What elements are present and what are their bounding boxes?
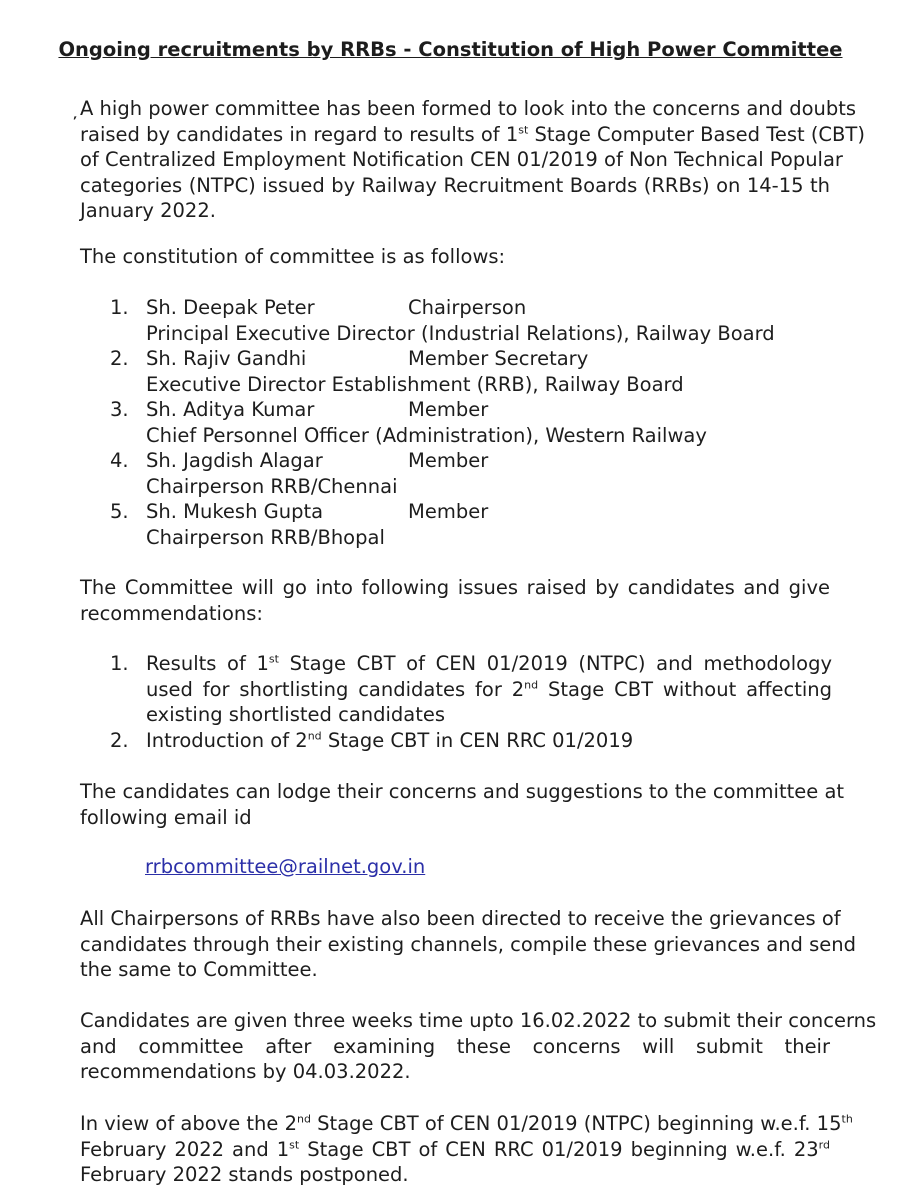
intro-line: ̦A high power committee has been formed to look into the concerns and doubts — [80, 97, 857, 120]
chairpersons-line: candidates through their existing channels, compile these grievances and send — [80, 932, 857, 956]
issue-item — [110, 728, 832, 754]
document-title: Ongoing recruitments by RRBs - Constitution of High Power Committee — [58, 38, 843, 61]
member-item — [110, 346, 830, 397]
intro-paragraph — [80, 96, 865, 224]
member-designation: Chairperson RRB/Chennai — [146, 474, 398, 498]
timeline-line: recommendations by 04.03.2022. — [80, 1060, 411, 1083]
member-number: 4. — [110, 449, 129, 472]
timeline-line: and committee after examining these concerns will submit their — [80, 1034, 830, 1058]
postpone-paragraph — [80, 1111, 853, 1188]
member-number: 5. — [110, 500, 129, 523]
member-designation: Chief Personnel Officer (Administration), Western Railway — [146, 423, 707, 447]
lodge-line: The candidates can lodge their concerns and suggestions to the committee at — [80, 780, 845, 803]
intro-line: January 2022. — [80, 199, 216, 222]
member-item — [110, 448, 830, 499]
member-designation: Executive Director Establishment (RRB), Railway Board — [146, 372, 684, 396]
issue-text: Introduction of 2nd Stage CBT in CEN RRC 01/2019 — [146, 728, 634, 752]
chairpersons-line: the same to Committee. — [80, 958, 318, 981]
member-role: Member Secretary — [408, 347, 589, 370]
member-designation: Chairperson RRB/Bhopal — [146, 525, 385, 549]
member-number: 2. — [110, 347, 129, 370]
member-name: Sh. Jagdish Alagar — [146, 449, 323, 472]
intro-line: of Centralized Employment Notification CEN 01/2019 of Non Technical Popular — [80, 148, 843, 171]
member-role: Chairperson — [408, 296, 527, 319]
member-item — [110, 397, 830, 448]
member-number: 3. — [110, 398, 129, 421]
member-number: 1. — [110, 296, 129, 319]
member-role: Member — [408, 398, 489, 421]
member-name: Sh. Mukesh Gupta — [146, 500, 324, 523]
intro-line: categories (NTPC) issued by Railway Recruitment Boards (RRBs) on 14-15 th — [80, 173, 830, 197]
committee-email-link[interactable]: rrbcommittee@railnet.gov.in — [145, 855, 426, 878]
postpone-line: February 2022 and 1st Stage CBT of CEN RRC 01/2019 beginning w.e.f. 23rd — [80, 1137, 830, 1161]
member-name: Sh. Rajiv Gandhi — [146, 347, 307, 370]
issue-number: 1. — [110, 652, 129, 675]
issues-heading — [80, 575, 830, 626]
issue-text: Results of 1st Stage CBT of CEN 01/2019 (NTPC) and methodology used for shortlisting candidates for 2nd Stage CBT without affecting existing shortlisted candidates — [146, 652, 833, 726]
issues-heading-line: recommendations: — [80, 601, 263, 625]
postpone-line: February 2022 stands postponed. — [80, 1163, 409, 1186]
member-role: Member — [408, 449, 489, 472]
issues-list — [110, 651, 832, 753]
lodge-paragraph — [80, 779, 845, 830]
member-name: Sh. Deepak Peter — [146, 296, 315, 319]
timeline-line: Candidates are given three weeks time upto 16.02.2022 to submit their concerns — [80, 1009, 877, 1032]
issue-number: 2. — [110, 728, 129, 752]
chairpersons-paragraph — [80, 906, 857, 983]
issue-item — [110, 651, 832, 728]
timeline-paragraph — [80, 1008, 877, 1085]
member-item — [110, 499, 830, 550]
issues-heading-line: The Committee will go into following issues raised by candidates and give — [80, 576, 830, 599]
constitution-heading: The constitution of committee is as follows: — [80, 245, 506, 268]
intro-line: raised by candidates in regard to results of 1st Stage Computer Based Test (CBT) — [80, 122, 865, 146]
postpone-line: In view of above the 2nd Stage CBT of CEN 01/2019 (NTPC) beginning w.e.f. 15th — [80, 1112, 853, 1135]
chairpersons-line: All Chairpersons of RRBs have also been directed to receive the grievances of — [80, 907, 841, 930]
committee-members-list — [110, 295, 830, 550]
member-role: Member — [408, 500, 489, 523]
member-item — [110, 295, 830, 346]
lodge-line: following email id — [80, 805, 252, 829]
member-name: Sh. Aditya Kumar — [146, 398, 315, 421]
member-designation: Principal Executive Director (Industrial Relations), Railway Board — [146, 321, 775, 345]
